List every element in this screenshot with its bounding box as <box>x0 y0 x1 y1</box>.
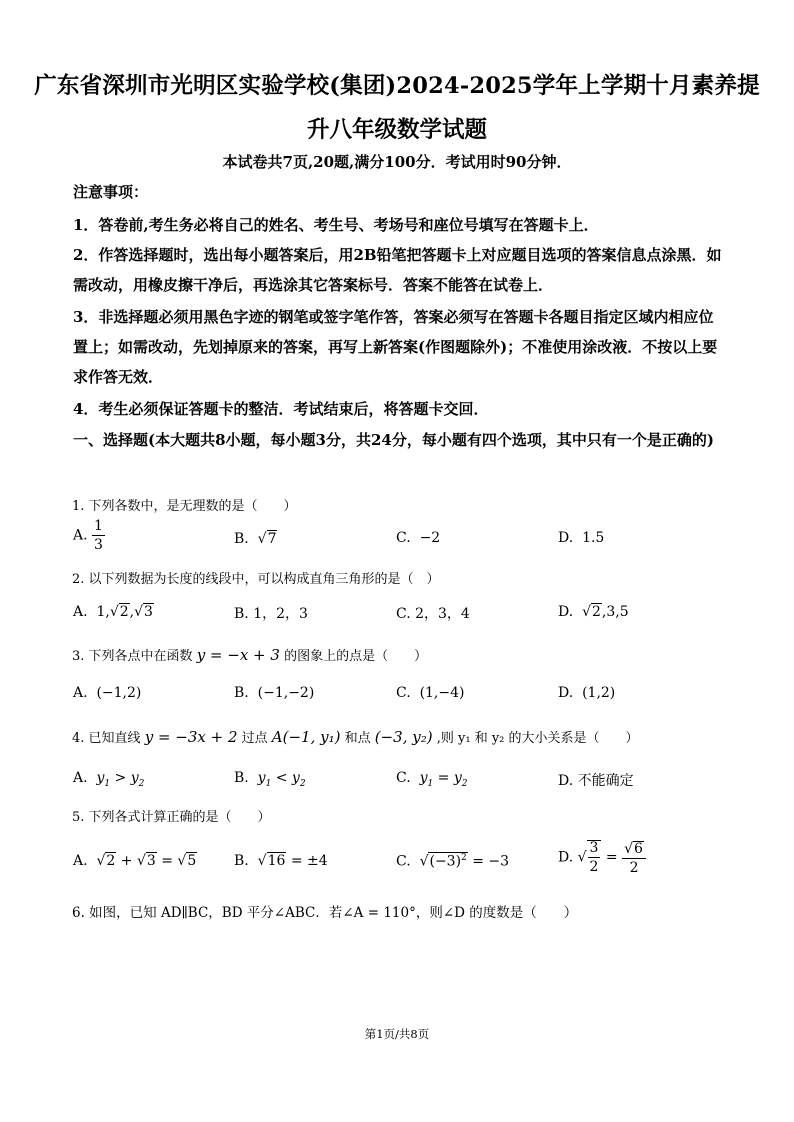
question-5-option-d: D. √ $\frac{3}{2}$ = $\frac{√6}{2}$ <box>558 840 646 875</box>
question-5-option-c: C. $√(-3)^2 = -3$ <box>396 853 510 870</box>
question-3-option-a: A. (−1,2) <box>73 685 142 701</box>
question-2-option-a: A. 1,√2,√3 <box>73 604 153 620</box>
question-4-line-equation: y = −3x + 2 <box>144 728 238 746</box>
section-heading: 一、选择题(本大题共8小题，每小题3分，共24分，每小题有四个选项，其中只有一个是正确的) <box>73 431 714 449</box>
notice-item-1: 1．答卷前,考生务必将自己的姓名、考生号、考场号和座位号填写在答题卡上． <box>73 216 599 234</box>
question-1-option-d: D. 1.5 <box>558 530 605 546</box>
question-1-option-c: C. −2 <box>396 530 441 546</box>
question-4-option-b: B. $y_1 < y_2$ <box>234 770 306 789</box>
question-5-stem: 5. 下列各式计算正确的是（ ） <box>72 810 271 825</box>
question-2-stem: 2. 以下列数据为长度的线段中，可以构成直角三角形的是（ ） <box>72 572 440 587</box>
question-3-stem-b: 的图象上的点是（ ） <box>284 649 428 664</box>
question-3-option-d: D. (1,2) <box>558 685 616 701</box>
question-4-stem-d: ,则 y₁ 和 y₂ 的大小关系是（ ） <box>436 731 639 746</box>
question-5-option-b: B. √16 = ±4 <box>234 853 328 869</box>
question-2-option-b: B. 1，2，3 <box>234 606 308 622</box>
question-3-function: y = −x + 3 <box>196 646 280 664</box>
question-3-stem-a: 3. 下列各点中在函数 <box>72 649 193 664</box>
question-4-option-d: D. 不能确定 <box>558 773 634 789</box>
question-6-stem: 6. 如图，已知 AD∥BC，BD 平分∠ABC．若∠A = 110°，则∠D 的度数是（ ） <box>72 905 578 921</box>
question-1-option-a: A. $\frac{1}{3}$ <box>73 518 103 553</box>
notice-heading: 注意事项： <box>73 183 149 201</box>
exam-title-line2: 升八年级数学试题 <box>306 117 487 143</box>
question-4-stem <box>72 727 639 746</box>
notice-item-4: 4．考生必须保证答题卡的整洁．考试结束后，将答题卡交回． <box>73 400 489 418</box>
question-4-point-b: (−3, y₂) <box>374 728 433 746</box>
question-4-stem-b: 过点 <box>241 731 268 746</box>
question-4-option-a: A. $y_1 > y_2$ <box>73 770 145 789</box>
question-2-option-c: C. 2，3，4 <box>396 606 470 622</box>
exam-info: 本试卷共7页,20题,满分100分．考试用时90分钟． <box>222 153 572 171</box>
question-2-option-d: D. √2,3,5 <box>558 604 629 620</box>
notice-item-2: 2．作答选择题时，选出每小题答案后，用2B铅笔把答题卡上对应题目选项的答案信息点涂黑．如需改动，用橡皮擦干净后，再选涂其它答案标号．答案不能答在试卷上． <box>73 246 722 294</box>
question-1-option-b: B. √7 <box>234 531 277 547</box>
question-4-stem-a: 4. 已知直线 <box>72 731 141 746</box>
question-3-option-b: B. (−1,−2) <box>234 685 315 701</box>
question-4-point-a: A(−1, y₁) <box>271 728 341 746</box>
exam-title-line1: 广东省深圳市光明区实验学校(集团)2024-2025学年上学期十月素养提 <box>34 73 760 99</box>
notice-item-3: 3．非选择题必须用黑色字迹的钢笔或签字笔作答，答案必须写在答题卡各题目指定区域内相应位置上；如需改动，先划掉原来的答案，再写上新答案(作图题除外)；不准使用涂改液．不按以上要求作答无效． <box>73 308 718 386</box>
question-3-stem <box>72 645 427 664</box>
page-footer: 第1页/共8页 <box>364 1027 430 1041</box>
question-4-option-c: C. $y_1 = y_2$ <box>396 770 468 789</box>
question-5-option-a: A. √2 + √3 = √5 <box>73 853 197 869</box>
question-4-stem-c: 和点 <box>344 731 371 746</box>
question-1-stem: 1. 下列各数中，是无理数的是（ ） <box>72 499 297 514</box>
question-3-option-c: C. (1,−4) <box>396 685 465 701</box>
